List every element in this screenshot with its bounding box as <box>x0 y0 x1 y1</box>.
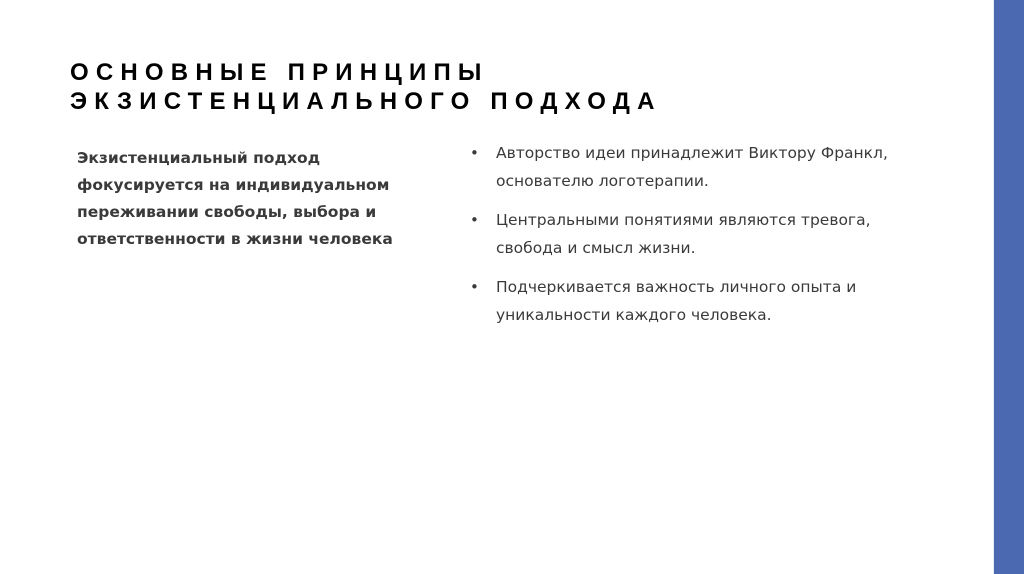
bullet-point-icon: • <box>470 144 479 162</box>
bullet-point-icon: • <box>470 211 479 229</box>
bullet-point-icon: • <box>470 278 479 296</box>
accent-bar <box>994 0 1024 574</box>
bullet-list <box>468 139 938 340</box>
slide-title <box>70 58 930 116</box>
bullet-item <box>468 139 938 195</box>
bullet-item <box>468 273 938 329</box>
bullet-item <box>468 206 938 262</box>
lead-paragraph: Экзистенциальный подход фокусируется на индивидуальном переживании свободы, выбора и ответственности в жизни человека <box>77 149 393 248</box>
bullet-text: Подчеркивается важность личного опыта и уникальности каждого человека. <box>496 278 857 324</box>
bullet-text: Центральными понятиями являются тревога, свобода и смысл жизни. <box>496 211 871 257</box>
title-line-2: ЭКЗИСТЕНЦИАЛЬНОГО ПОДХОДА <box>70 88 662 115</box>
title-line-1: ОСНОВНЫЕ ПРИНЦИПЫ <box>70 59 489 86</box>
bullet-text: Авторство идеи принадлежит Виктору Франкл, основателю логотерапии. <box>496 144 888 190</box>
